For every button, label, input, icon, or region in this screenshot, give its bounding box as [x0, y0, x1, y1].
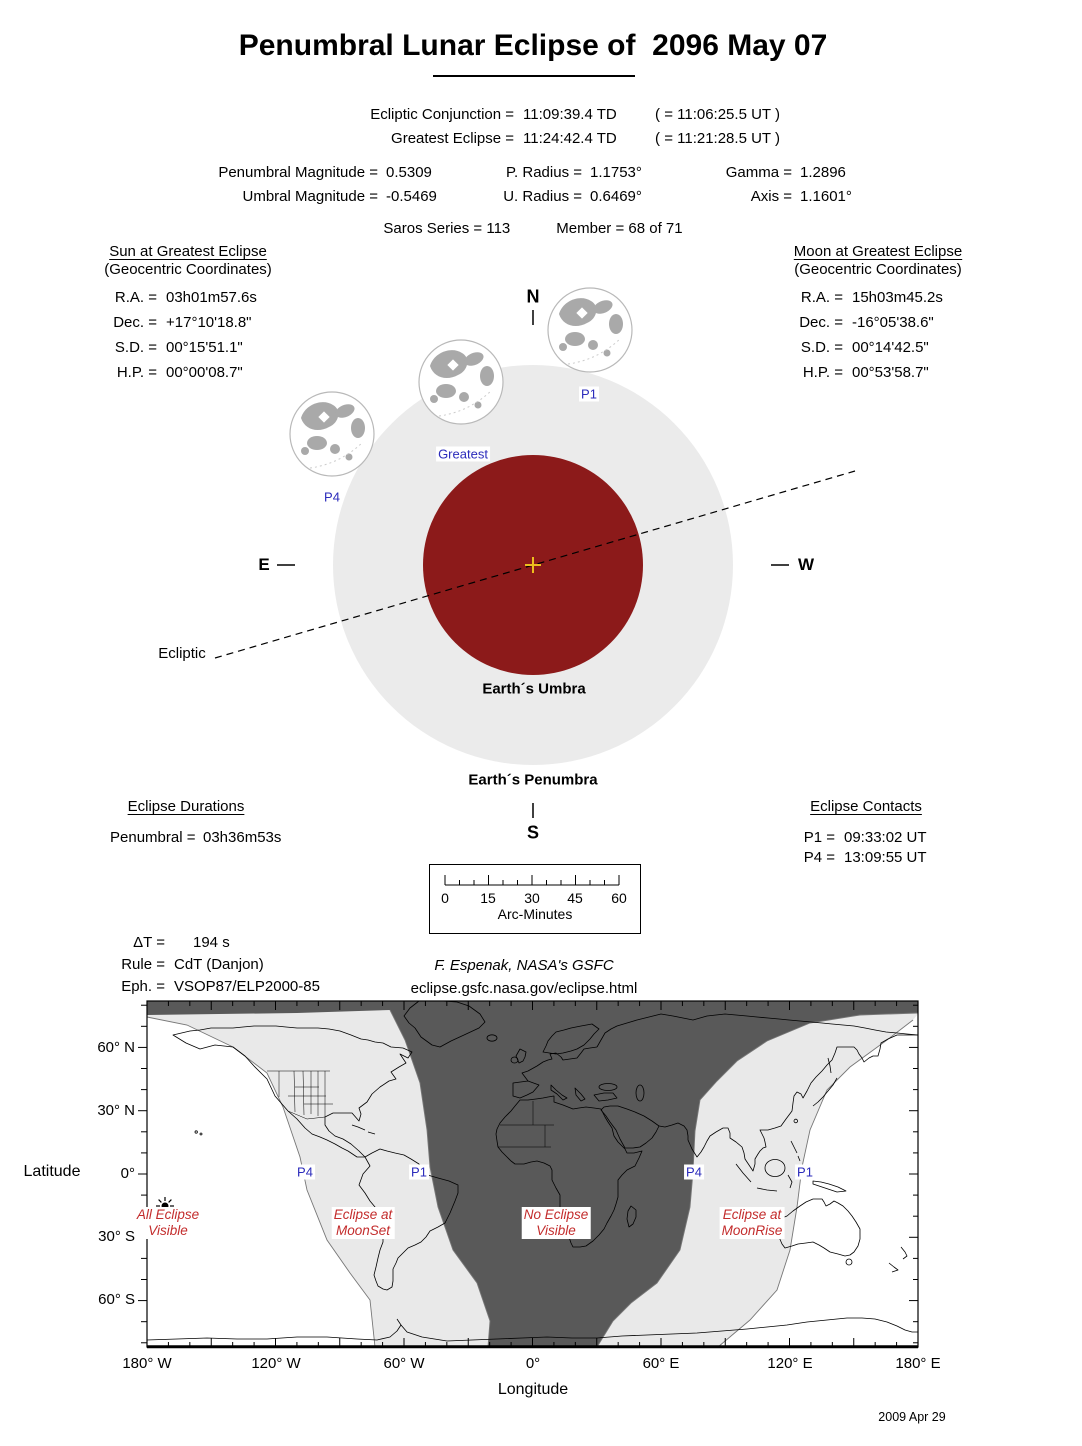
- ruler-tick-45: 45: [567, 890, 583, 906]
- map-p1-east-label: P1: [797, 1164, 813, 1180]
- xtick-180e: 180° E: [895, 1355, 941, 1372]
- ruler-tick-0: 0: [441, 890, 449, 906]
- longitude-axis-label: Longitude: [497, 1381, 569, 1398]
- umbra-label: Earth´s Umbra: [482, 680, 586, 698]
- credit-line: F. Espenak, NASA's GSFC: [434, 957, 614, 974]
- u-radius: U. Radius = 0.6469°: [503, 188, 642, 205]
- north-label: N: [526, 286, 540, 307]
- ruler-ticks: [445, 875, 619, 885]
- xtick-180w: 180° W: [122, 1355, 172, 1372]
- greatest-value: 11:24:42.4 TD: [523, 130, 617, 147]
- greatest-eclipse-row: [286, 127, 780, 151]
- eclipse-at-moonrise-label: Eclipse at MoonRise: [721, 1207, 783, 1238]
- p-radius: P. Radius = 1.1753°: [505, 164, 642, 181]
- west-label: W: [797, 555, 815, 574]
- moon-ra-row: R.A. = 15h03m45.2s: [800, 289, 943, 306]
- xtick-60e: 60° E: [642, 1355, 680, 1372]
- sun-ra-row: R.A. = 03h01m57.6s: [114, 289, 257, 306]
- ruler-tick-15: 15: [480, 890, 496, 906]
- umbral-magnitude: Umbral Magnitude = -0.5469: [242, 188, 437, 205]
- xtick-60w: 60° W: [383, 1355, 425, 1372]
- ecliptic-label: Ecliptic: [158, 645, 206, 662]
- saros-member: Member = 68 of 71: [556, 220, 683, 237]
- visibility-map: [87, 991, 941, 1372]
- ruler-tick-60: 60: [611, 890, 627, 906]
- ruler-tick-30: 30: [524, 890, 540, 906]
- greatest-ut: ( = 11:21:28.5 UT ): [655, 130, 780, 147]
- contact-p1-row: P1 = 09:33:02 UT: [803, 829, 927, 846]
- durations-title: Eclipse Durations: [127, 798, 245, 815]
- shadow-diagram: [0, 270, 1082, 850]
- xtick-0: 0°: [525, 1355, 541, 1372]
- saros-series: Saros Series = 113: [383, 220, 511, 237]
- arcminutes-label: Arc-Minutes: [497, 906, 573, 922]
- contact-p4-row: P4 = 13:09:55 UT: [803, 849, 927, 866]
- credit-url: eclipse.gsfc.nasa.gov/eclipse.html: [410, 980, 638, 997]
- map-p4-west-label: P4: [297, 1164, 313, 1180]
- page-title: Penumbral Lunar Eclipse of 2096 May 07: [238, 29, 828, 62]
- saros-row: [383, 220, 682, 237]
- figure-date: 2009 Apr 29: [878, 1410, 946, 1424]
- ytick-0: 0°: [120, 1165, 135, 1182]
- p1-contact-label: P1: [581, 386, 597, 402]
- penumbral-duration-row: Penumbral = 03h36m53s: [110, 829, 282, 846]
- ytick-60s: 60° S: [98, 1291, 135, 1308]
- arcminute-scale-box: [429, 864, 641, 934]
- ytick-30s: 30° S: [98, 1228, 135, 1245]
- map-p1-west-label: P1: [411, 1164, 427, 1180]
- moon-at-p4: [290, 392, 374, 476]
- south-label: S: [526, 822, 540, 843]
- penumbral-magnitude: Penumbral Magnitude = 0.5309: [218, 164, 432, 181]
- axis: Axis = 1.1601°: [750, 188, 852, 205]
- conjunction-label: Ecliptic Conjunction =: [370, 106, 515, 123]
- moon-dec-row: Dec. = -16°05'38.6": [799, 314, 934, 331]
- latitude-axis-label: Latitude: [23, 1163, 81, 1180]
- xtick-120w: 120° W: [251, 1355, 301, 1372]
- conjunction-ut: ( = 11:06:25.5 UT ): [655, 106, 780, 123]
- sun-block-title: Sun at Greatest Eclipse: [109, 243, 267, 260]
- greatest-label: Greatest: [438, 446, 488, 462]
- moon-block-title: Moon at Greatest Eclipse: [793, 243, 963, 260]
- p4-contact-label: P4: [324, 489, 340, 505]
- ytick-30n: 30° N: [97, 1102, 135, 1119]
- rule-row: Rule = CdT (Danjon): [121, 956, 264, 973]
- sun-dec-row: Dec. = +17°10'18.8": [113, 314, 252, 331]
- ytick-60n: 60° N: [97, 1039, 135, 1056]
- conjunction-row: [286, 103, 780, 127]
- contacts-rows: [797, 828, 927, 868]
- ephemeris-row: Eph. = VSOP87/ELP2000-85: [121, 978, 320, 995]
- no-eclipse-visible-label: No Eclipse Visible: [523, 1207, 589, 1238]
- east-label: E: [258, 555, 270, 574]
- title-underline: [433, 75, 635, 77]
- gamma: Gamma = 1.2896: [725, 164, 846, 181]
- xtick-120e: 120° E: [767, 1355, 813, 1372]
- meta-rows: [113, 932, 320, 998]
- moon-at-p1: [548, 288, 632, 372]
- map-p4-east-label: P4: [686, 1164, 702, 1180]
- greatest-label: Greatest Eclipse =: [391, 130, 515, 147]
- sun-hp-row: H.P. = 00°00'08.7": [116, 364, 243, 381]
- sun-sd-row: S.D. = 00°15'51.1": [114, 339, 243, 356]
- conjunction-value: 11:09:39.4 TD: [523, 106, 617, 123]
- eclipse-at-moonset-label: Eclipse at MoonSet: [333, 1207, 393, 1238]
- moon-sd-row: S.D. = 00°14'42.5": [800, 339, 929, 356]
- sun-block-subtitle: (Geocentric Coordinates): [104, 261, 272, 278]
- moon-block-subtitle: (Geocentric Coordinates): [794, 261, 962, 278]
- delta-t-row: ΔT = 194 s: [133, 934, 230, 951]
- all-eclipse-visible-label: All Eclipse Visible: [136, 1207, 200, 1238]
- penumbra-label: Earth´s Penumbra: [468, 771, 598, 789]
- contacts-title: Eclipse Contacts: [810, 798, 922, 815]
- arcminute-ruler: [430, 865, 640, 889]
- moon-hp-row: H.P. = 00°53'58.7": [802, 364, 929, 381]
- moon-at-greatest: [419, 340, 503, 424]
